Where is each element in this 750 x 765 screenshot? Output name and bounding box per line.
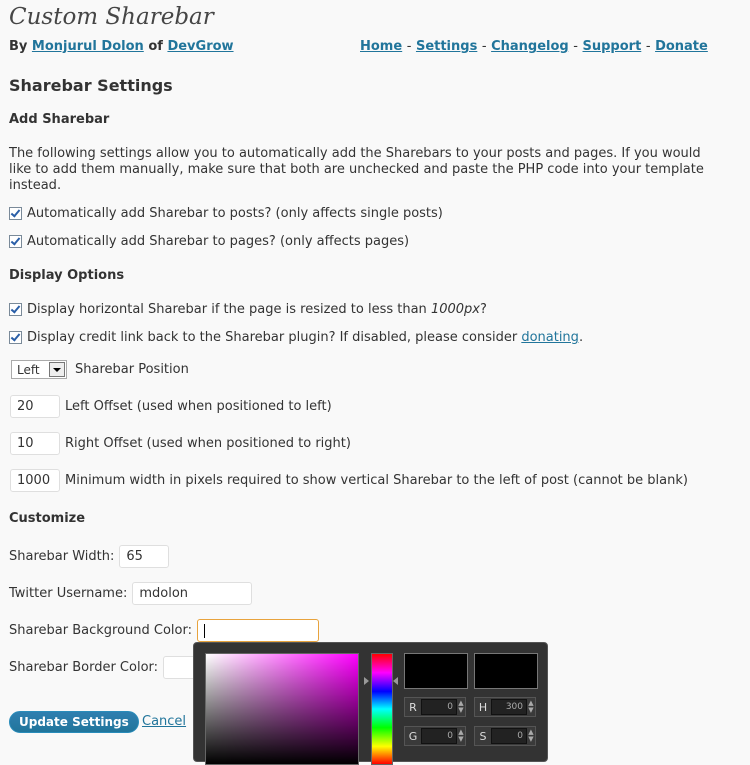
by-prefix: By: [9, 39, 28, 54]
customize-heading: Customize: [9, 511, 86, 526]
byline: [9, 39, 234, 54]
picker-value-h[interactable]: 300: [491, 699, 527, 715]
picker-field-g[interactable]: G 0 ▲ ▼: [404, 726, 466, 746]
credit-checkbox[interactable]: [9, 331, 22, 344]
horizontal-checkbox[interactable]: [9, 303, 22, 316]
add-description: The following settings allow you to automatically add the Sharebars to your posts and pages. If you would like to add them manually, make sure that both are unchecked and paste the PHP code into your template instead.: [9, 146, 704, 193]
nav-settings-link[interactable]: Settings: [415, 39, 478, 54]
bg-color-input[interactable]: [197, 619, 319, 642]
horizontal-row: [9, 302, 487, 317]
picker-value-g[interactable]: 0: [421, 728, 457, 744]
min-width-row: [10, 469, 688, 492]
nav-changelog-link[interactable]: Changelog: [491, 39, 569, 54]
horizontal-label: Display horizontal Sharebar if the page is resized to less than 1000px?: [27, 302, 487, 317]
twitter-input[interactable]: mdolon: [132, 582, 252, 605]
new-color-swatch: [404, 653, 468, 689]
add-sharebar-heading: Add Sharebar: [9, 112, 110, 127]
auto-posts-checkbox[interactable]: [9, 207, 22, 220]
top-nav: [360, 39, 708, 54]
twitter-row: [9, 582, 252, 605]
auto-posts-row: [9, 206, 443, 221]
donating-link[interactable]: donating: [521, 330, 579, 345]
credit-label: Display credit link back to the Sharebar plugin? If disabled, please consider donating.: [27, 330, 584, 345]
color-picker: [193, 642, 548, 762]
update-settings-button[interactable]: Update Settings: [9, 711, 139, 733]
chevron-down-icon[interactable]: [49, 362, 65, 377]
bg-color-row: [9, 619, 319, 642]
right-offset-row: [10, 432, 351, 455]
credit-row: [9, 330, 583, 345]
left-offset-input[interactable]: 20: [10, 395, 60, 418]
display-options-heading: Display Options: [9, 268, 125, 283]
settings-heading: Sharebar Settings: [9, 76, 173, 95]
hue-slider-right-arrow-icon[interactable]: [393, 677, 398, 685]
right-offset-label: Right Offset (used when positioned to right): [65, 436, 351, 451]
right-offset-input[interactable]: 10: [10, 432, 60, 455]
position-select-value: Left: [17, 362, 40, 377]
nav-separator: -: [645, 39, 651, 54]
nav-donate-link[interactable]: Donate: [655, 39, 708, 54]
saturation-brightness-field[interactable]: [205, 653, 359, 765]
nav-separator: -: [406, 39, 412, 54]
nav-separator: -: [573, 39, 578, 54]
picker-field-h[interactable]: H 300 ▲ ▼: [474, 697, 536, 717]
auto-pages-label: Automatically add Sharebar to pages? (only affects pages): [27, 234, 410, 249]
nav-home-link[interactable]: Home: [360, 39, 403, 54]
position-label: Sharebar Position: [75, 362, 189, 377]
nav-separator: -: [481, 39, 487, 54]
width-row: [9, 545, 169, 568]
left-offset-label: Left Offset (used when positioned to left): [65, 399, 332, 414]
spinner-icon[interactable]: ▲ ▼: [528, 728, 534, 743]
nav-support-link[interactable]: Support: [582, 39, 642, 54]
left-offset-row: [10, 395, 332, 418]
width-input[interactable]: 65: [119, 545, 169, 568]
spinner-icon[interactable]: ▲ ▼: [458, 728, 464, 743]
company-link[interactable]: DevGrow: [167, 39, 234, 54]
text-caret: [204, 624, 205, 638]
border-color-row: [9, 656, 223, 679]
min-width-input[interactable]: 1000: [10, 469, 60, 492]
of-text: of: [148, 39, 163, 54]
auto-pages-row: [9, 234, 409, 249]
auto-posts-label: Automatically add Sharebar to posts? (only affects single posts): [27, 206, 443, 221]
min-width-label: Minimum width in pixels required to show vertical Sharebar to the left of post (cannot be blank): [65, 473, 688, 488]
twitter-label: Twitter Username:: [9, 586, 128, 601]
spinner-icon[interactable]: ▲ ▼: [528, 699, 534, 714]
hue-slider[interactable]: [371, 653, 393, 765]
author-link[interactable]: Monjurul Dolon: [31, 39, 144, 54]
page-title: Custom Sharebar: [9, 4, 214, 30]
picker-value-r[interactable]: 0: [421, 699, 457, 715]
spinner-icon[interactable]: ▲ ▼: [458, 699, 464, 714]
position-select[interactable]: [11, 360, 67, 379]
picker-field-r[interactable]: R 0 ▲ ▼: [404, 697, 466, 717]
cancel-link[interactable]: Cancel: [142, 714, 187, 729]
position-row: [11, 360, 189, 379]
border-color-label: Sharebar Border Color:: [9, 660, 159, 675]
bg-color-label: Sharebar Background Color:: [9, 623, 192, 638]
width-label: Sharebar Width:: [9, 549, 115, 564]
picker-value-s[interactable]: 0: [491, 728, 527, 744]
auto-pages-checkbox[interactable]: [9, 235, 22, 248]
hue-slider-left-arrow-icon[interactable]: [364, 677, 369, 685]
picker-field-s[interactable]: S 0 ▲ ▼: [474, 726, 536, 746]
current-color-swatch[interactable]: [474, 653, 538, 689]
